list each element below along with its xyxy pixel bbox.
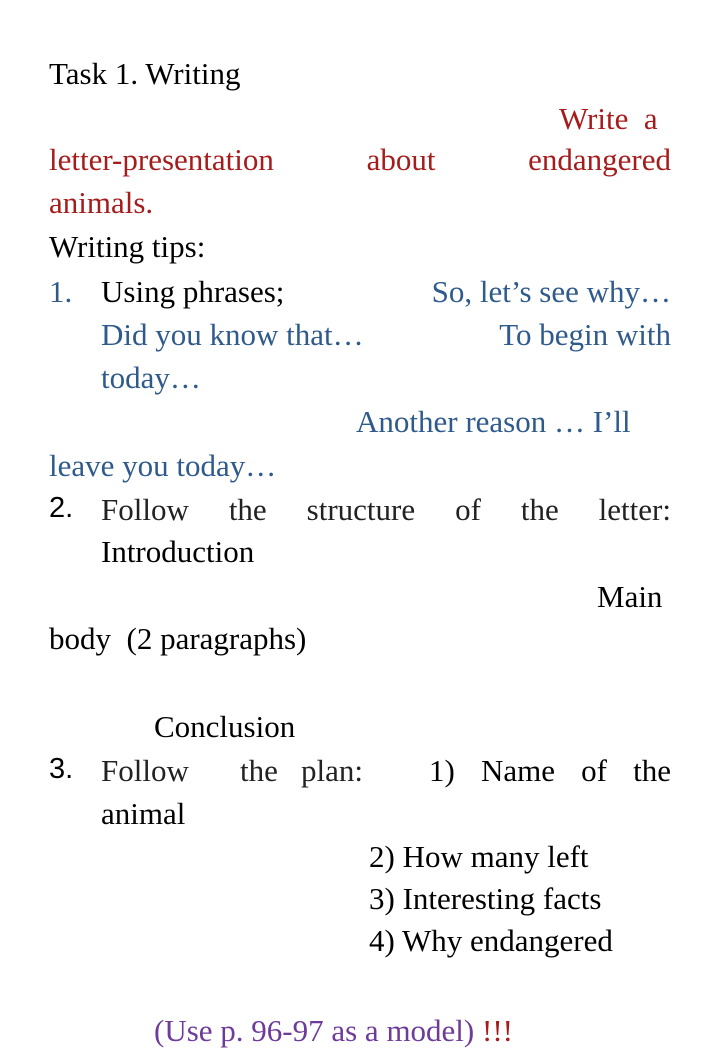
structure-main: Main: [597, 579, 663, 614]
instruction-line-2: [49, 144, 671, 175]
plan-item-1-end: animal: [101, 796, 186, 831]
instruction-word: about: [366, 142, 436, 177]
instruction-word: Write: [559, 101, 629, 136]
tip1-line-2: [101, 319, 671, 350]
footer-model: (Use p. 96-97 as a model): [154, 1013, 475, 1048]
tip3-word: Follow: [101, 753, 189, 788]
plan-word: Name: [480, 753, 555, 788]
footer-exclaim: !!!: [482, 1013, 513, 1048]
plan-item-1-start: [429, 755, 671, 786]
plan-item-2: 2) How many left: [369, 839, 589, 874]
tip1-label: Using phrases;: [101, 274, 285, 309]
tip3-word: the: [240, 753, 278, 788]
footer-note: [154, 1015, 513, 1046]
tip2-word: the: [520, 492, 559, 527]
plan-word: the: [633, 753, 671, 788]
plan-word: of: [581, 753, 607, 788]
tip2-word: Follow: [101, 492, 189, 527]
instruction-word: a: [643, 101, 658, 136]
phrase: To begin with: [499, 317, 671, 352]
structure-introduction: Introduction: [101, 534, 255, 569]
list-number: 3.: [49, 753, 74, 785]
phrase: Did you know that…: [101, 317, 364, 352]
tip2-word: structure: [306, 492, 416, 527]
instruction-word: letter-presentation: [49, 142, 274, 177]
structure-main-body: body (2 paragraphs): [49, 621, 307, 656]
phrase: Another reason … I’ll: [356, 404, 631, 439]
tip3-word: plan:: [301, 753, 363, 788]
phrase: leave you today…: [49, 448, 277, 483]
instruction-word: endangered: [528, 142, 671, 177]
instruction-line-1: [559, 103, 658, 134]
tip1-line-1: [101, 276, 671, 307]
plan-word: 1): [429, 753, 455, 788]
tip2-word: the: [228, 492, 267, 527]
tip2-word: of: [455, 492, 481, 527]
task-title: Task 1. Writing: [49, 56, 241, 91]
plan-item-3: 3) Interesting facts: [369, 881, 602, 916]
list-number: 1.: [49, 274, 73, 309]
phrase: So, let’s see why…: [431, 274, 671, 309]
tip2-line-1: [101, 494, 671, 525]
phrase: today…: [101, 360, 201, 395]
tips-heading: Writing tips:: [49, 229, 206, 264]
tip2-word: letter:: [598, 492, 671, 527]
structure-conclusion: Conclusion: [154, 709, 296, 744]
instruction-line-3: animals.: [49, 185, 154, 220]
plan-item-4: 4) Why endangered: [369, 923, 613, 958]
list-number: 2.: [49, 492, 74, 524]
